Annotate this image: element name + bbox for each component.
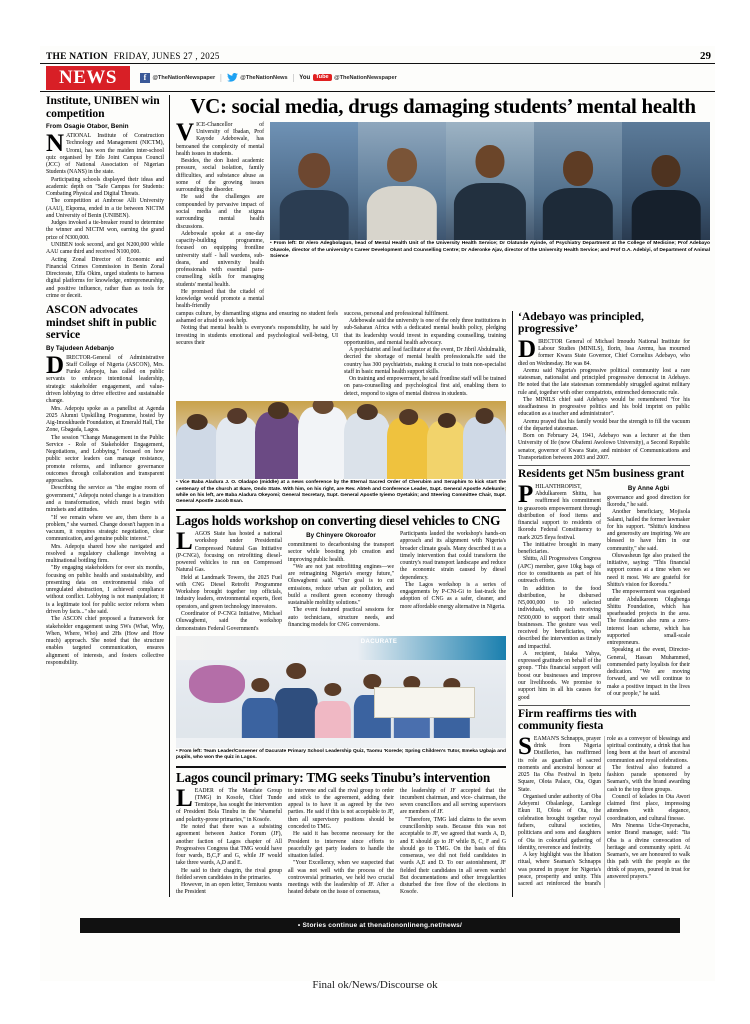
paragraph: He promised that the citadel of knowledge would promote a mental health-friendly [176,288,264,310]
paragraph: "Your Excellency, when we suspected that all was not well with the process of the controversial primaries, we held two crucial meetings with the leadership of JF. After a heated debate on the issue of consensus, [288,860,394,896]
paragraph: Acting Zonal Director of Economic and Financial Crimes Commission in Benin Zonal Directorate, Effa Okim, urged students to harness digital platforms for knowledge, entrepreneurship, and positive influence, rather than as tools for crime or deceit. [46,256,164,299]
byline-cng: By Chinyere Okoroafor [306,532,376,540]
masthead-left [46,51,220,62]
caption-mental-health-panel: • From left: Dr Alero Adegbolagun, head of Mental Health Unit of the University Health Service; Dr Olatunde Ayinde, of Psychiatry Department at the College of Medicine; Prof Adebayo Oluwole, director of the university's Career Development and Counselling Centre; Dr Aderonke Ajav, director of the University Health Service; and Prof O.A. Adebiyi, of Department of Animal Science [270,241,710,259]
paragraph: Coordinator of P-CNGi Initiative, Michael Oluwagbemi, said the workshop demonstrates Federal Government's [176,611,282,632]
caption-clergy-conference: • Vice Baba Aladura J. O. Oladapo (middle) at a news conference by the Eternal Sacred Order of Cherubim and Seraphim to kick start the centenary of the church at Ikare, Ondo State. With him, on his right, are Rev. Abteh and Conference Leader, Supt. General Apostle Adekunle; while on his left, are Baba Aladura Okeyomi; General Secretary, Supt. General Apostle Iyiemo Oyetakin; and Steering Committee Chair, Supt. General Apostle Jacob Esan. [176,480,506,504]
divider: | [220,73,222,82]
paragraph: The festival also featured a fashion parade sponsored by Seaman's, with the brand awarding cash to the top three groups. [607,764,690,793]
photo-school-quiz-winners: DACURATE [176,636,506,748]
paragraph: SEAMAN'S Schnapps, prayer drink from Nigeria Distilleries, has reaffirmed its role as guardian of sacred moments and ancestral honour at 2025 Ita Oba Festival in Ipetu Square, Olota Palace, Ota, Ogun State. [518,732,601,793]
headline-council-primary: Lagos council primary: TMG seeks Tinubu’s intervention [176,769,491,785]
headline-community-fiesta: Firm reaffirms ties with community fiesta [518,706,637,733]
paragraph: Mrs. Adepoju shared how she navigated and resolved a regulatory challenge involving a multinational bottling firm. [46,543,164,565]
body-ascon [46,351,164,667]
paragraph: The MINILS chief said Adebayo would be remembered "for his steadfastness in progressive politics and his bold imprint on public education as a teacher and administrator". [518,396,690,418]
paragraph: The event featured practical sessions for auto technicians, structure needs, and financing models for CNG conversions. [288,607,394,629]
grant-col-2 [607,484,690,702]
paragraph: "By engaging stakeholders for over six months, focusing on public health and sustainability, and presenting data on environmental risks of unregulated abstraction, I achieved compliance without conflict. Lobbying is not manipulation; it is a legitimate tool for public sector reform when driven by facts..." she said. [46,565,164,615]
paragraph: LAGOS State has hosted a national workshop under Presidential Compressed Natural Gas Initiative (P-CNGi), focusing on retrofitting diesel-powered vehicles to run on Compressed Natural Gas. [176,528,282,574]
paragraph: The Lagos workshop is a series of engagements by P-CNi-Gi to fast-track the adoption of CNG as a safer, cleaner, and more affordable energy alternative in Nigeria. [400,581,506,610]
paragraph: In addition to the food distribution, he disbursed N5,000,000 to 10 selected individuals, with each receiving N500,000 to support their small businesses. The gesture was well received by beneficiaries, who described the intervention as timely and impactful. [518,585,601,650]
byline-business-grant: By Anne Agbi [627,484,670,492]
paragraph: Organised under authority of Oba Adeyemi Obalanlege, Lamlege Ekun II, Olota of Ota, the celebration brought together royal fathers, cultural societies, politicians and sons and daughters of Ota in colourful gathering of identity, reverence and festivity. [518,793,601,851]
caption-school-quiz-winners: • From left: Team Leader/Convener of Dacurate Primary School Leadership Quiz, Taomu 'Korede; Spring Children's Tutor, Emeka Ugbaja and pupils, who won the quiz in Lagos. [176,749,506,761]
masthead [40,46,715,64]
council-col-1 [176,784,282,897]
paragraph: governance and good direction for Ikorodu," he said. [607,494,690,509]
paragraph: A recipient, Isiaka Yahya, expressed gratitude on behalf of the group. "This financial support will boost our businesses and improve our livelihoods. We promise to support him in all his causes for good [518,650,601,701]
left-column [46,95,170,897]
body-institute-uniben [46,130,164,300]
footer-continue-text: • Stories continue at thenationonlineng.net/news/ [297,922,463,929]
story-community-fiesta [518,708,690,889]
divider [176,509,506,511]
youtube-icon: Tube [313,74,332,82]
paragraph: Oluwasheun Ige also praised the initiative, saying: "This financial support comes at a time when we need it most. We are grateful for Shittu's vision for Ikorodu." [607,552,690,588]
paragraph: The initiative brought in many beneficiaries. [518,541,601,556]
paragraph: Participants lauded the workshop's hands-on approach and its alignment with Nigeria's broader climate goals. Many described it as a timely intervention that could transform the country's road transport landscape and reduce the economic strain caused by diesel dependency. [400,531,506,581]
twitter-icon [227,73,238,83]
paragraph: Aremu prayed that his family would bear the strength to fill the vacuum of the departed statesman. [518,418,690,432]
facebook-handle: @TheNationNewspaper [152,74,216,81]
photo-banner [176,636,506,661]
paragraph: He said to their chagrin, the rival group fielded seven candidates in the primaries. [176,867,282,881]
facebook-icon: f [140,73,150,83]
youtube-word: You [299,74,311,81]
paragraph: Adebowale spoke at a one-day capacity-building programme, focused on equipping frontline university staff - hall wardens, sub-deans, and university health professionals with essential para-counselling skills for managing students' mental health. [176,230,264,288]
paragraph: Born on February 24, 1941, Adebayo was a lecturer at the then University of Ife (now Obafemi Awolowo University), a Second Republic senator, governor of Kwara State, and minister of Communications and Transportation between 2003 and 2007. [518,433,690,462]
paragraph: LEADER of The Mandate Group (TMG) in Kosofe, Chief Tunde Temitope, has sought the intervention of President Bola Tinubu in the "shameful and polarity-prone primaries," in Kosofe. [176,784,282,823]
paragraph: commitment to decarbonising the transport sector while boosting job creation and improving public health. [288,542,394,563]
main-area [170,95,710,897]
council-col-2 [288,788,394,897]
headline-institute-uniben: Institute, UNIBEN win competition [46,94,160,120]
lead-col-1 [176,118,264,311]
paragraph: UNIBEN took second, and got N200,000 while AAU came third and received N100,000. [46,242,164,256]
paragraph: Speaking at the event, Director-General, Hassan Muhammed, commended party loyalists for their dedication. "We are moving forward, and we will continue to make a positive impact in the lives of our people," he said. [607,647,690,697]
story-institute-uniben [46,95,164,300]
paragraph: DIRECTOR-General of Administrative Staff College of Nigeria (ASCON), Mrs. Funke Adepoju, has called on public servants to embrace intentional leadership, strategic stakeholder engagement, and value-driven lobbying to drive effective and sustainable change. [46,351,164,405]
paragraph: Mrs. Adepoju spoke as a panellist at Agenda 2025 Alumni Upskilling Programme, hosted by Aig-Imoukhuede Foundation, at Emerald Hall, The Zone, Gbagada, Lagos. [46,405,164,434]
council-col-3 [400,788,506,897]
lead-story-block [176,118,710,311]
paragraph: A key highlight was the libation ritual, where Seaman's Schnapps was poured in prayer for Nigeria's peace, prosperity and unity. This sacred act reinforced the brand's role as a conveyor of blessings and spiritual continuity, a drink that has long been at the heart of ancestral communion and royal celebrations. [518,735,690,888]
cng-col-1 [176,528,282,633]
final-ok-note: Final ok/News/Discourse ok [312,979,438,991]
paragraph: VICE-Chancellor of University of Ibadan, Prof Kayode Adebowale, has bemoaned the complexity of mental health issues in students. [176,118,264,157]
paragraph: Judges invoked a tie-breaker round to determine the winner and NICTM won, earning the grand prize of N300,000. [46,220,164,241]
paragraph: Participating schools displayed their ideas and academic depth on "Safe Campus for Students: Combating Physical and Digital Threats. [46,176,164,198]
paragraph: Council of kolades in Ota Awori claimed first place, impressing attendees with elegance, coordination, and cultural finesse. [607,793,690,822]
paragraph: campus culture, by dismantling stigma and ensuring no student feels ashamed or afraid to seek help. [176,310,338,324]
right-column [512,311,690,897]
paper-sheet [40,46,715,981]
facebook-link[interactable] [140,73,215,83]
twitter-handle: @TheNationNews [240,74,288,81]
story-council-primary [176,771,506,897]
divider: | [292,73,295,82]
divider [518,705,690,706]
headline-business-grant: Residents get N5m business grant [518,467,685,481]
paragraph: Held at Landmark Towers, the 2025 Fuel with CNG Diesel Retrofit Programme Workshop brought together top officials, industry leaders, environmental experts, fleet operators, and green technology innovators. [176,574,282,610]
paragraph: He said the challenges are compounded by pervasive impact of social media and the stigma surrounding mental health discussions. [176,194,264,230]
paragraph: However, in an open letter, Temiuou wants the President [176,882,282,896]
page-body [40,92,715,897]
headline-lead-story: VC: social media, drugs damaging students’ mental health [190,94,696,118]
byline-ascon: By Tajudeen Adebanjo [46,344,115,352]
lead-col-2 [176,311,338,398]
paragraph: The competition at Ambrose Alli University (AAU), Ekpoma, ended in a tie between NICTM and University of Benin (UNIBEN). [46,198,164,219]
paragraph: "If we remain where we are, then there is a problem," she warned. Change doesn't happen in a vacuum, it requires strategic negotiation, clear communication, and genuine public interest." [46,514,164,543]
headline-cng: Lagos holds workshop on converting diesel vehicles to CNG [176,513,501,529]
paragraph: success, personal and professional fulfilment. [344,310,449,317]
paragraph: NATIONAL Institute of Construction Technology and Management (NICTM), Uromi, has won the maiden inter-school quiz organised by Edo Joint Campus Council (JCC) of National Association of Nigerian Students (NANS) in the state. [46,130,164,176]
section-logo: NEWS [46,66,130,90]
paragraph: to intervene and call the rival group to order and stick to the agreement, adding their appeal is to have it as agreed by the two parties. He said if this is not acceptable to JF, then all supervisory positions should be conceded to TMG. [288,787,394,830]
paragraph: On training and empowerment, he said frontline staff will be trained on para-counselling and psychological first aid, enabling them to detect, respond to signs of mental distress in students. [344,376,506,397]
paragraph: He said it has become necessary for the President to intervene since efforts to peacefully get party leaders to handle the situation failed. [288,831,394,860]
cng-col-2 [288,531,394,633]
paragraph: PHILANTHROPIST, Abdulkareem Shittu, has reaffirmed his commitment to grassroots empowerment through distribution of food items and financial support to residents of Ikorodu Federal Constituency to mark 2025 Ileya festival. [518,480,601,541]
paragraph: Mrs Nnenna Uche-Onyenachu, senior Brand manager, said: "Ita Oba is a divine convocation of heritage and community spirit. At Seaman's, we are honoured to walk this path with the people as the drink of prayers, poured in trust for answered prayers." [607,822,690,880]
lead-continuation-row [176,311,710,897]
page-number: 29 [700,50,711,62]
story-cng [176,514,506,633]
paragraph: The empowerment was organised under Abdulkareem Olugbenga Shittu Foundation, which has spearheaded projects in the area. The foundation also runs a zero-interest loan scheme, which has supported small-scale entrepreneurs. [607,589,690,647]
footer-continue-bar [80,918,680,933]
paragraph: A psychiatrist and lead facilitator at the event, Dr Jibril Abdulmalik, decried the shortage of mental health professionals.He said the country has 300 psychiatrists, making it crucial to train non-specialist staff in basic mental health support skills. [344,347,506,375]
paragraph: Describing the service as "the engine room of government," Adepoju noted change is a transition and a transformation, which must begin with mindsets and attitudes. [46,485,164,514]
paragraph: Another beneficiary, Mojisola Salami, hailed the former lawmaker for his support. "Shittu's kindness and generosity are inspiring. We are blessed to have him in our community," she said. [607,509,690,552]
divider [518,465,690,466]
paragraph: The session "Change Management in the Public Service - Role of Stakeholder Engagement, Negotiations, and Lobbying," focused on how public sector leaders can manage resistance, promote reforms, and influence governance outcomes through collaboration and transparent approaches. [46,434,164,485]
paragraph: the leadership of JF accepted that the incumbent chairman, and vice- chairman, the seven councillors and all serving supervisors are members of JF. [400,787,506,816]
paper-name: THE NATION [46,52,108,62]
headline-ascon: ASCON advocates mindset shift in public service [46,303,157,342]
paragraph: The ASCON chief proposed a framework for stakeholder engagement using 5Ws (What, Why, When, Where, Who) and 2Hs (How and How much) approach. She noted that the structure enables targeted communication, ensures alignment of interests, and fosters collective responsibility. [46,616,164,666]
headline-adebayo: ‘Adebayo was principled, progressive’ [518,309,644,336]
social-links [140,73,397,83]
cheque-prop [374,687,475,718]
paragraph: He noted that there was a subsisting agreement between Justice Forum (JF), another faction of Lagos chapter of All Progressives Congress that TMG would have four wards, B,C,F and G, while JF would take three wards, A,D and E. [176,823,282,867]
grant-col-1 [518,480,601,702]
photo-clergy-conference [176,401,506,479]
photo-mental-health-panel [270,122,710,240]
lead-lower-left [176,311,506,897]
story-adebayo [518,311,690,463]
youtube-handle: @TheNationNewspaper [334,74,397,81]
paragraph: Besides, the don listed academic pressure, social isolation, family difficulties, and substance abuse as some of the growing issues surrounding the disorder. [176,158,264,194]
lead-col-3 [344,311,506,398]
paragraph: DIRECTOR General of Michael Imoudu National Institute for Labour Studies (MINILS), Ilorin, Issa Aremu, has mourned former Kwara State Governor, Chief Cornelius Adebayo, who died on Wednesday. He was 84. [518,335,690,367]
section-bar [40,64,715,92]
cng-col-3 [400,531,506,633]
publication-date: FRIDAY, JUNES 27 , 2025 [113,51,220,61]
story-business-grant [518,468,690,701]
paragraph: Shittu, All Progressives Congress (APC) member, gave 10kg bags of rice to constituents as part of his outreach efforts. [518,556,601,585]
byline-institute-uniben: From Osagie Otabor, Benin [46,123,129,131]
divider [176,766,506,768]
lead-photo-wrap [270,122,710,311]
youtube-link[interactable] [299,74,397,82]
story-ascon [46,304,164,667]
paragraph: Aremu said Nigeria's progressive political community lost a rare statesman, nationalist and principled progressive democrat in Adebayo. He noted that the late statesman commendably struggled against military rule and, together with other compatriots, entrenched democratic rule. [518,367,690,396]
twitter-link[interactable] [227,73,288,83]
paragraph: Noting that mental health is everyone's responsibility, he said by investing in students emotional and psychological well-being, UI secures their [176,325,338,346]
paragraph: "We are not just retrofitting engines—we are reimagining Nigeria's energy future," Oluwagbemi said. "Our goal is to cut emissions, reduce urban air pollution, and build a resilient green economy through sustainable mobility solutions." [288,563,394,607]
paragraph: "Therefore, TMG laid claims to the seven councillorship seats. Because this was not acceptable to JF, we agreed that wards A, D, and E should go to JF while B, C, F and G should go to TMG. On the basis of this consensus, we did not field candidates in wards A,E and D. To our astonishment, JF fielded their candidates in all seven wards! But documentations and other irregularities disturbed the free flow of the elections in Kosofe. [400,816,506,896]
paragraph: Adebowale said the university is one of the only three institutions in sub-Saharan Africa with a dedicated mental health policy, pledging that its leadership would invest in expanding counselling, training opportunities, and mental health advocacy. [344,318,506,346]
